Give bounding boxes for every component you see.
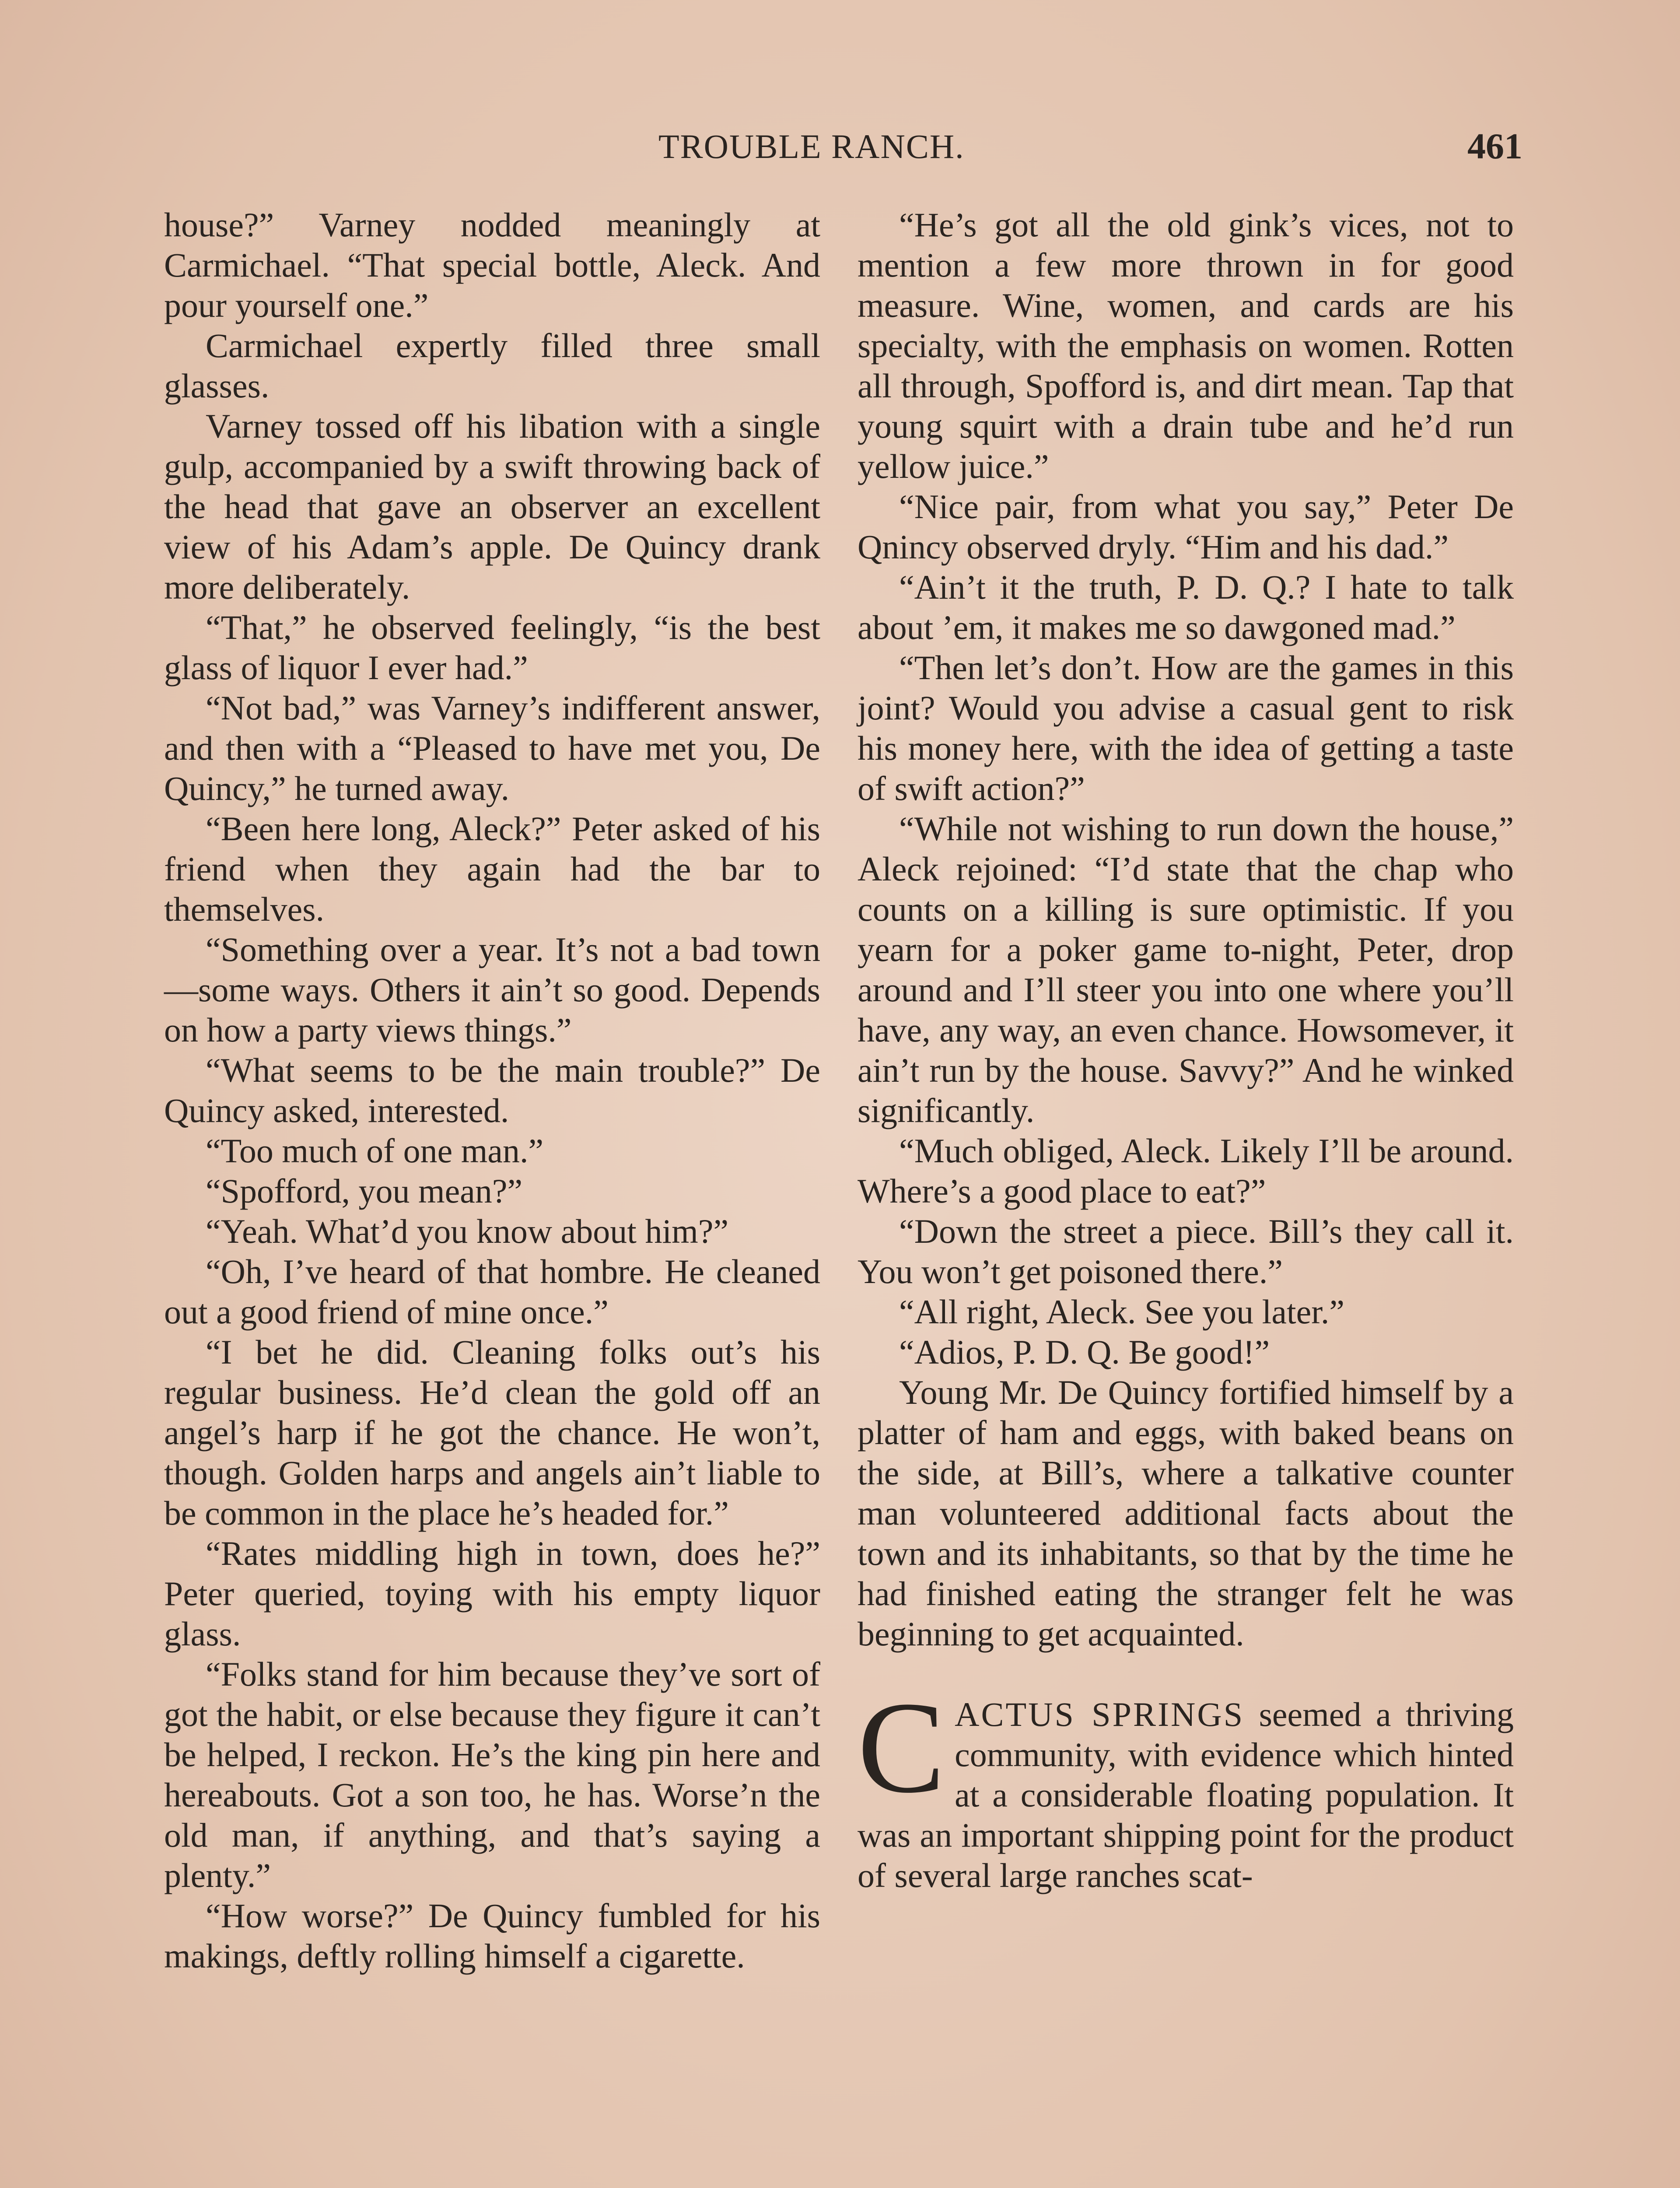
- paragraph: “What seems to be the main trouble?” De Quincy asked, interested.: [164, 1051, 820, 1129]
- paragraph: “While not wishing to run down the house,” Aleck rejoined: “I’d state that the chap who counts on a killing is sure optimistic. If you yearn for a poker game to-night, Peter, drop around and I’ll steer you into one where you’ll have, any way, an even chance. Howsomever, it ain’t run by the house. Savvy?” And he winked significantly.: [858, 810, 1514, 1129]
- paragraph: house?” Varney nodded meaningly at Carmichael. “That special bottle, Aleck. And pour yourself one.”: [164, 206, 820, 324]
- right-column-paragraphs: [858, 205, 1514, 1654]
- right-column: [858, 205, 1514, 1896]
- paragraph: “Been here long, Aleck?” Peter asked of his friend when they again had the bar to themselves.: [164, 810, 820, 928]
- paragraph: “Nice pair, from what you say,” Peter De Qnincy observed dryly. “Him and his dad.”: [858, 487, 1514, 566]
- paragraph: “Ain’t it the truth, P. D. Q.? I hate to talk about ’em, it makes me so dawgoned mad.”: [858, 568, 1514, 646]
- running-title: TROUBLE RANCH.: [658, 127, 965, 165]
- paragraph: “That,” he observed feelingly, “is the best glass of liquor I ever had.”: [164, 608, 820, 687]
- page-number: 461: [1467, 126, 1522, 167]
- paragraph: “Adios, P. D. Q. Be good!”: [899, 1333, 1270, 1371]
- paragraph: Carmichael expertly filled three small glasses.: [164, 326, 820, 405]
- paragraph: “All right, Aleck. See you later.”: [899, 1293, 1345, 1331]
- drop-cap: C: [858, 1675, 945, 1820]
- paragraph: Varney tossed off his libation with a single gulp, accompanied by a swift throwing back of the head that gave an observer an excellent view of his Adam’s apple. De Quincy drank more deliberately.: [164, 407, 820, 606]
- paragraph: “Yeah. What’d you know about him?”: [206, 1212, 729, 1250]
- paragraph: Young Mr. De Quincy fortified himself by a platter of ham and eggs, with baked beans on the side, at Bill’s, where a talkative counter man volunteered additional facts about the town and its inhabitants, so that by the time he had finished eating the stranger felt he was beginning to get acquainted.: [858, 1373, 1514, 1653]
- paragraph: “How worse?” De Quincy fumbled for his makings, deftly rolling himself a cigarette.: [164, 1897, 820, 1975]
- paragraph: “Much obliged, Aleck. Likely I’ll be around. Where’s a good place to eat?”: [858, 1132, 1514, 1210]
- page-header: [162, 127, 1522, 175]
- paragraph: “Oh, I’ve heard of that hombre. He cleaned out a good friend of mine once.”: [164, 1252, 820, 1331]
- paragraph: “Then let’s don’t. How are the games in this joint? Would you advise a casual gent to risk his money here, with the idea of getting a taste of swift action?”: [858, 649, 1514, 807]
- paragraph: “Not bad,” was Varney’s indifferent answer, and then with a “Pleased to have met you, De Quincy,” he turned away.: [164, 689, 820, 807]
- paragraph: “Spofford, you mean?”: [206, 1172, 523, 1210]
- section-opening-text: seemed a thriving community, with evidence which hinted at a considerable floating population. It was an important shipping point for the product of several large ranches scat-: [858, 1695, 1514, 1894]
- paragraph: “He’s got all the old gink’s vices, not to mention a few more thrown in for good measure. Wine, women, and cards are his specialty, with the emphasis on women. Rotten all through, Spofford is, and dirt mean. Tap that young squirt with a drain tube and he’d run yellow juice.”: [858, 206, 1514, 485]
- paragraph: “Down the street a piece. Bill’s they call it. You won’t get poisoned there.”: [858, 1212, 1514, 1290]
- paragraph: “Something over a year. It’s not a bad town—some ways. Others it ain’t so good. Depends on how a party views things.”: [164, 930, 820, 1049]
- paragraph: “Too much of one man.”: [206, 1132, 544, 1170]
- lead-caps: ACTUS SPRINGS: [955, 1695, 1245, 1733]
- paragraph: “Folks stand for him because they’ve sort of got the habit, or else because they figure it can’t be helped, I reckon. He’s the king pin here and hereabouts. Got a son too, he has. Worse’n the old man, if anything, and that’s saying a plenty.”: [164, 1655, 820, 1894]
- section-opening-paragraph: [858, 1675, 1514, 1896]
- paragraph: “I bet he did. Cleaning folks out’s his regular business. He’d clean the gold off an angel’s harp if he got the chance. He won’t, though. Golden harps and angels ain’t liable to be common in the place he’s headed for.”: [164, 1333, 820, 1532]
- left-column: [164, 205, 820, 1976]
- paragraph: “Rates middling high in town, does he?” Peter queried, toying with his empty liquor glass.: [164, 1534, 820, 1653]
